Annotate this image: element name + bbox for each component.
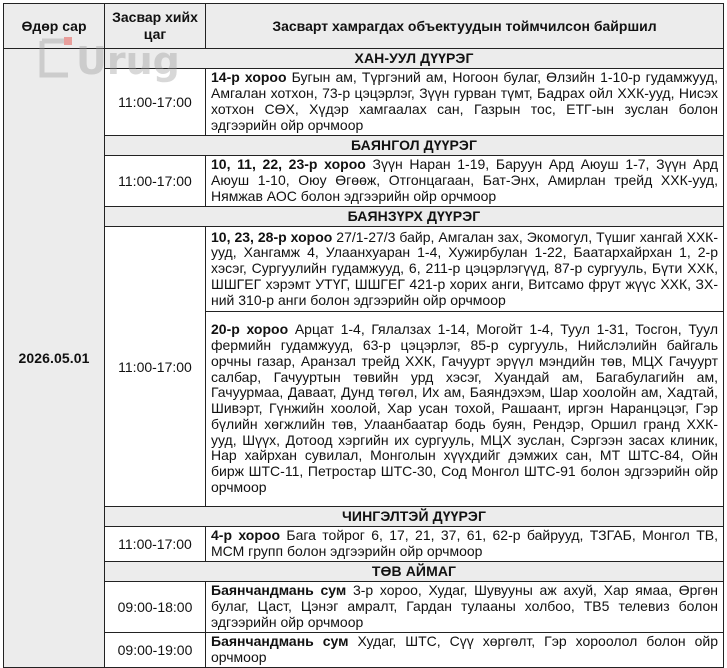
location-text: Зүүн Наран 1-19, Баруун Ард Аюуш 1-7, Зүүн Ард Аюуш 1-10, Оюу Өгөөж, Отгонцагаан, Бат-Энх, Амирлан трейд ХХК-ууд, Нямжав АОС болон эдгээрийн ойр орчмоор (211, 156, 718, 204)
location-cell (206, 227, 724, 312)
table-row (4, 633, 724, 668)
location-text: Худаг, ШТС, Сүү хөргөлт, Гэр хороолол болон ойр орчмоор (211, 633, 719, 665)
date-cell: 2026.05.01 (4, 49, 105, 668)
section-title: БАЯНГОЛ ДҮҮРЭГ (105, 136, 724, 156)
location-bold: 10, 11, 22, 23-р хороо (211, 156, 366, 173)
location-bold: Баянчандмань сум (211, 633, 349, 650)
location-bold: 20-р хороо (211, 321, 289, 338)
section-title: ЧИНГЭЛТЭЙ ДҮҮРЭГ (105, 507, 724, 527)
section-row (4, 507, 724, 527)
time-cell: 11:00-17:00 (105, 527, 206, 562)
table-row (4, 582, 724, 633)
section-title: ТӨВ АЙМАГ (105, 562, 724, 582)
location-bold: 10, 23, 28-р хороо (211, 228, 333, 245)
section-row (4, 136, 724, 156)
location-text: Арцат 1-4, Гялалзах 1-14, Могойт 1-4, Туул 1-31, Тосгон, Туул фермийн гудамжууд, 63-р цэцэрлэг, 85-р сургууль, Нийслэлийн байгаль орчны газар, Аранзал трейд ХХК, Гачуурт эрүүл мэндийн төв, МЦХ Гачуурт салбар, Гачууртын төвийн урд хэсэг, Хуандай ам, Багабулагийн ам, Гачуурмаа, Даваат, Дунд төгөл, Их ам, Баяндэхэм, Шар хоолойн ам, Хадтай, Шивэрт, Гүнжийн хоолой, Хар усан тохой, Рашаант, иргэн Наранцэцэг, Гэр бүлийн хөгжлийн төв, Улаанбаатар бодь буян, Рендэр, Оршил гранд ХХК-ууд, Шүүх, Дотоод хэргийн их сургууль, МЦХ зуслан, Сэргээн засах клиник, Нар хайрхан сувилал, Монголын хүүхдийг дэмжих сан, МТ ШТС-84, Ойн бирж ШТС-11, Петростар ШТС-30, Сод Монгол ШТС-91 болон эдгээрийн ойр орчмоор (211, 321, 718, 496)
time-cell: 09:00-19:00 (105, 633, 206, 668)
location-cell (206, 312, 724, 507)
logo-text: Urug (76, 39, 180, 83)
location-text: Бугын ам, Түргэний ам, Ногоон булаг, Өлзийн 1-10-р гудамжууд, Амгалан хотхон, 73-р цэцэрлэг, Зүүн гурван түмт, Бадрах ойл ХХК-ууд, Нисэх хотхон СӨХ, Хүдэр хамгаалах сан, Газрын тос, ЕТГ-ын зуслан болон эдгээрийн ойр орчмоор (211, 69, 718, 133)
header-location: Засварт хамрагдах объектуудын тоймчилсон байршил (206, 4, 724, 49)
section-title: ХАН-УУЛ ДҮҮРЭГ (105, 49, 724, 69)
location-bold: 4-р хороо (211, 527, 281, 544)
time-cell: 11:00-17:00 (105, 69, 206, 136)
header-date: Өдөр сар (4, 4, 105, 49)
location-bold: 14-р хороо (211, 69, 287, 86)
location-bold: Баянчандмань сум (211, 582, 347, 599)
location-text: 27/1-27/3 байр, Амгалан зах, Экомогул, Түшиг хангай ХХК-ууд, Хангамж 4, Улаанхуаран 1-4, Хужирбулан 1-22, Баатархайрхан 1, 2-р хэсэг, Сургуулийн гудамжууд, 6, 211-р цэцэрлэгүүд, 87-р сургууль, Бүти ХХК, ШШГЕГ хэрэмт УТҮГ, ШШГЕГ 421-р хорих анги, Витсамо фрут жүүс ХХК, ЗХ-ний 310-р анги болон эдгээрийн ойр орчмоор (211, 228, 719, 308)
section-row (4, 49, 724, 69)
section-title: БАЯНЗҮРХ ДҮҮРЭГ (105, 207, 724, 227)
location-cell (206, 633, 724, 668)
header-time: Засвар хийх цаг (105, 4, 206, 49)
section-row (4, 562, 724, 582)
section-row (4, 207, 724, 227)
time-cell: 09:00-18:00 (105, 582, 206, 633)
location-text: Бага тойрог 6, 17, 21, 37, 61, 62-р байрууд, ТЗГАБ, Монгол ТВ, МСМ групп болон эдгээрийн ойр орчмоор (211, 527, 718, 559)
location-cell (206, 582, 724, 633)
table-row (4, 69, 724, 136)
outage-schedule-table (3, 3, 724, 668)
time-cell: 11:00-17:00 (105, 156, 206, 207)
time-cell: 11:00-17:00 (105, 227, 206, 507)
table-row (4, 227, 724, 312)
location-cell (206, 527, 724, 562)
location-cell (206, 69, 724, 136)
table-row (4, 527, 724, 562)
location-text: 3-р хороо, Худаг, Шувууны аж ахуй, Хар ямаа, Өргөн булаг, Цаст, Цэнэг амралт, Гардан тулааны холбоо, ТВ5 телевиз болон эдгээрийн ойр орчмоор (211, 582, 718, 630)
location-cell (206, 156, 724, 207)
header-row (4, 4, 724, 49)
table-row (4, 156, 724, 207)
